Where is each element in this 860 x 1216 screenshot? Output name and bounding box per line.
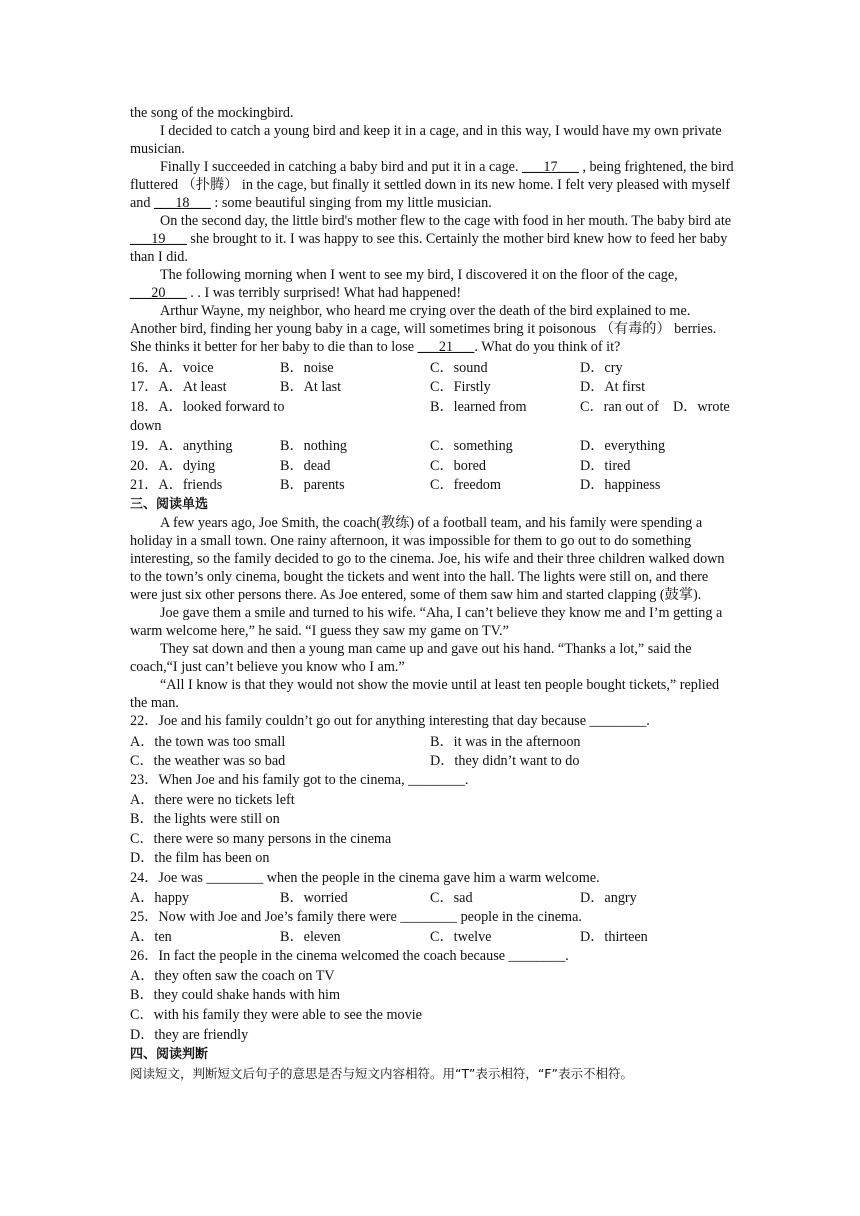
question-number: 19． bbox=[130, 438, 159, 455]
text-run: . . I was terribly surprised! What had happened! bbox=[186, 285, 462, 301]
cloze-paragraph-2 bbox=[130, 158, 736, 212]
option-c: C．something bbox=[430, 438, 513, 455]
option-a: A．anything bbox=[158, 438, 233, 455]
text-run: she brought to it. I was happy to see this. Certainly the mother bird knew how to feed her baby than I did. bbox=[130, 231, 728, 265]
blank-19: ___19___ bbox=[130, 231, 187, 247]
option-d: D．angry bbox=[580, 890, 637, 907]
option-a: A．At least bbox=[158, 379, 227, 396]
option-c: C．there were so many persons in the cinema bbox=[130, 830, 392, 847]
question-22: 22．Joe and his family couldn’t go out for anything interesting that day because ________. bbox=[130, 713, 650, 730]
cloze-line-0: the song of the mockingbird. bbox=[130, 105, 294, 121]
option-c: C．with his family they were able to see the movie bbox=[130, 1007, 422, 1024]
option-c: C．sound bbox=[430, 359, 488, 376]
text-run: . What do you think of it? bbox=[474, 339, 621, 355]
option-c: C．twelve bbox=[430, 929, 492, 946]
cloze-question-18 bbox=[130, 397, 736, 417]
text-run: Arthur Wayne, my neighbor, who heard me crying over the death of the bird explained to me. Another bird, finding her young baby in a cage, will sometimes bring it poisonous （有毒的） berries. She thinks it better for her baby to die than to lose bbox=[130, 303, 717, 355]
question-number: 21． bbox=[130, 477, 159, 494]
section-instruction: 阅读短文，判断短文后句子的意思是否与短文内容相符。用“T”表示相符，“F”表示不相符。 bbox=[130, 1066, 633, 1082]
option-a: A．ten bbox=[130, 929, 172, 946]
reading-paragraph-4: “All I know is that they would not show the movie until at least ten people bought tickets,” replied the man. bbox=[130, 677, 720, 712]
question-24: 24．Joe was ________ when the people in the cinema gave him a warm welcome. bbox=[130, 869, 600, 886]
option-b: B．learned from bbox=[430, 398, 527, 415]
option-b: B．worried bbox=[280, 890, 348, 907]
options-25 bbox=[130, 928, 736, 948]
blank-18: ___18___ bbox=[154, 195, 211, 211]
question-26: 26．In fact the people in the cinema welcomed the coach because ________. bbox=[130, 948, 569, 965]
option-d: D．cry bbox=[580, 359, 623, 376]
option-c-d: C．ran out of D．wrote bbox=[580, 398, 730, 415]
blank-17: ___17___ bbox=[522, 159, 579, 175]
text-run: On the second day, the little bird's mother flew to the cage with food in her mouth. The baby bird ate bbox=[160, 213, 732, 229]
options-22-cd bbox=[130, 751, 736, 771]
cloze-question-19 bbox=[130, 436, 736, 456]
blank-21: ___21___ bbox=[417, 339, 475, 355]
option-c: C．freedom bbox=[430, 477, 501, 494]
option-d: D．thirteen bbox=[580, 929, 648, 946]
text-run: : some beautiful singing from my little musician. bbox=[210, 195, 492, 211]
reading-paragraph-2: Joe gave them a smile and turned to his wife. “Aha, I can’t believe they know me and I’m getting a warm welcome here,” he said. “I guess they saw my game on TV.” bbox=[130, 605, 723, 640]
options-24 bbox=[130, 889, 736, 909]
question-23: 23．When Joe and his family got to the cinema, ________. bbox=[130, 771, 469, 788]
option-b: B．they could shake hands with him bbox=[130, 987, 341, 1004]
option-b: B．dead bbox=[280, 457, 331, 474]
text-run: The following morning when I went to see my bird, I discovered it on the floor of the cage, bbox=[160, 267, 678, 283]
option-a: A．friends bbox=[158, 477, 223, 494]
option-d: D．At first bbox=[580, 379, 646, 396]
option-a: A．the town was too small bbox=[130, 733, 286, 750]
question-number: 17． bbox=[130, 379, 159, 396]
section-heading-reading-choice: 三、阅读单选 bbox=[130, 497, 209, 513]
option-a: A．looked forward to bbox=[158, 398, 285, 415]
cloze-paragraph-4 bbox=[130, 266, 736, 302]
option-d: D．tired bbox=[580, 457, 631, 474]
option-b: B．parents bbox=[280, 477, 345, 494]
question-number: 16． bbox=[130, 359, 159, 376]
reading-paragraph-1: A few years ago, Joe Smith, the coach(教练) of a football team, and his family were spending a holiday in a small town. One rainy afternoon, it was impossible for them to go out to do something interesting, so the family decided to go to the cinema. Joe, his wife and their three children walked down to the town’s only cinema, bought the tickets and went into the hall. The lights were still on, and there were just six other persons there. As Joe entered, some of them saw him and started clapping (鼓掌). bbox=[130, 515, 725, 604]
option-a: A．they often saw the coach on TV bbox=[130, 967, 335, 984]
blank-20: ___20___ bbox=[130, 285, 187, 301]
option-b: B．the lights were still on bbox=[130, 811, 280, 828]
option-a: A．happy bbox=[130, 890, 190, 907]
option-b: B．eleven bbox=[280, 929, 341, 946]
option-c: C．Firstly bbox=[430, 379, 491, 396]
option-a: A．dying bbox=[158, 457, 216, 474]
option-d: D．happiness bbox=[580, 477, 661, 494]
reading-paragraph-3: They sat down and then a young man came up and gave out his hand. “Thanks a lot,” said the coach,“I just can’t believe you know who I am.” bbox=[130, 641, 692, 676]
option-d: D．the film has been on bbox=[130, 850, 270, 867]
question-number: 18． bbox=[130, 398, 159, 415]
option-b: B．it was in the afternoon bbox=[430, 733, 581, 750]
option-c: C．the weather was so bad bbox=[130, 753, 286, 770]
text-run: , being frightened, the bird fluttered （扑腾） in the cage, but finally it settled down in its new home. I felt very pleased with myself and bbox=[130, 159, 734, 211]
option-b: B．At last bbox=[280, 379, 342, 396]
option-d: D．they didn’t want to do bbox=[430, 753, 580, 770]
cloze-question-21 bbox=[130, 476, 736, 496]
option-d-wrap: down bbox=[130, 417, 162, 434]
cloze-question-17 bbox=[130, 378, 736, 398]
option-d: D．they are friendly bbox=[130, 1026, 249, 1043]
cloze-paragraph-3 bbox=[130, 212, 736, 266]
question-25: 25．Now with Joe and Joe’s family there were ________ people in the cinema. bbox=[130, 909, 582, 926]
option-d: D．everything bbox=[580, 438, 666, 455]
section-heading-reading-judgement: 四、阅读判断 bbox=[130, 1047, 209, 1063]
option-b: B．nothing bbox=[280, 438, 348, 455]
option-b: B．noise bbox=[280, 359, 334, 376]
cloze-question-16 bbox=[130, 358, 736, 378]
exam-page bbox=[130, 104, 736, 1084]
option-a: A．voice bbox=[158, 359, 214, 376]
options-22-ab bbox=[130, 732, 736, 752]
option-c: C．bored bbox=[430, 457, 486, 474]
option-c: C．sad bbox=[430, 890, 473, 907]
text-run: Finally I succeeded in catching a baby bird and put it in a cage. bbox=[160, 159, 523, 175]
cloze-paragraph-1: I decided to catch a young bird and keep it in a cage, and in this way, I would have my own private musician. bbox=[130, 123, 722, 157]
cloze-question-20 bbox=[130, 456, 736, 476]
question-number: 20． bbox=[130, 457, 159, 474]
option-a: A．there were no tickets left bbox=[130, 791, 295, 808]
cloze-paragraph-5 bbox=[130, 302, 736, 356]
